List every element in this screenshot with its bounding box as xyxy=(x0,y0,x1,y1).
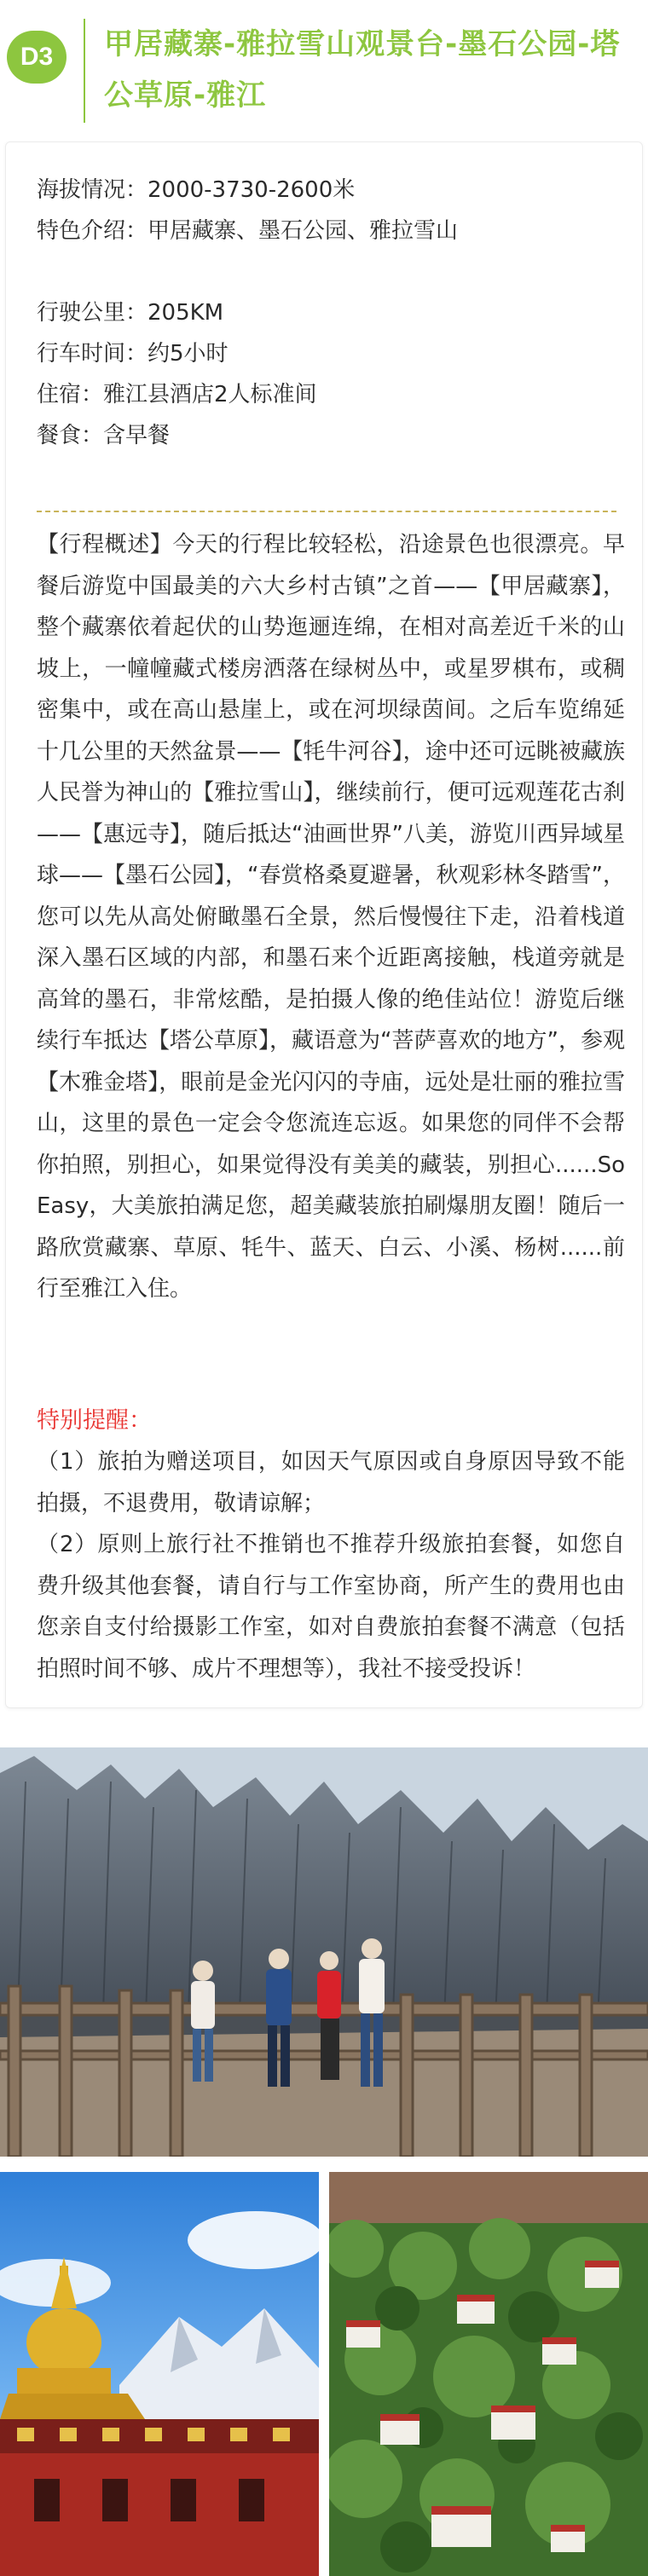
notice-title: 特别提醒： xyxy=(37,1407,152,1434)
photo-golden-pagoda xyxy=(0,2172,319,2576)
notice-block xyxy=(37,1441,625,1689)
dashed-divider xyxy=(37,511,616,512)
notice-item-2: （2）原则上旅行社不推销也不推荐升级旅拍套餐，如您自费升级其他套餐，请自行与工作室协商，所产生的费用也由您亲自支付给摄影工作室，如对自费旅拍套餐不满意（包括拍照时间不够、成片不理想等），我社不接受投诉！ xyxy=(37,1532,625,1682)
itinerary-description: 【行程概述】今天的行程比较轻松，沿途景色也很漂亮。早餐后游览中国最美的六大乡村古镇”之首——【甲居藏寨】，整个藏寨依着起伏的山势迤逦连绵，在相对高差近千米的山坡上，一幢幢藏式楼房洒落在绿树丛中，或星罗棋布，或稠密集中，或在高山悬崖上，或在河坝绿茵间。之后车览绵延十几公里的天然盆景——【牦牛河谷】，途中还可远眺被藏族人民誉为神山的【雅拉雪山】，继续前行，便可远观莲花古刹——【惠远寺】，随后抵达“油画世界”八美，游览川西异域星球——【墨石公园】，“春赏格桑夏避暑，秋观彩林冬踏雪”，您可以先从高处俯瞰墨石全景，然后慢慢往下走，沿着栈道深入墨石区域的内部，和墨石来个近距离接触，栈道旁就是高耸的墨石，非常炫酷，是拍摄人像的绝佳站位！游览后继续行车抵达【塔公草原】，藏语意为“菩萨喜欢的地方”，参观【木雅金塔】，眼前是金光闪闪的寺庙，远处是壮丽的雅拉雪山，这里的景色一定会令您流连忘返。如果您的同伴不会帮你拍照，别担心，如果觉得没有美美的藏装，别担心......So Easy，大美旅拍满足您，超美藏装旅拍刷爆朋友圈！随后一路欣赏藏寨、草原、牦牛、蓝天、白云、小溪、杨树......前行至雅江入住。 xyxy=(37,532,625,1302)
info-block xyxy=(37,170,616,456)
photo-stone-park xyxy=(0,1747,648,2157)
features-line: 特色介绍：甲居藏寨、墨石公园、雅拉雪山 xyxy=(37,218,459,244)
distance-line: 行驶公里：205KM xyxy=(37,300,224,326)
drive-time-line: 行车时间：约5小时 xyxy=(37,341,229,367)
lodging-line: 住宿：雅江县酒店2人标准间 xyxy=(37,382,317,407)
meals-line: 餐食：含早餐 xyxy=(37,423,171,448)
altitude-line: 海拔情况：2000-3730-2600米 xyxy=(37,177,356,203)
day-title: 甲居藏寨-雅拉雪山观景台-墨石公园-塔公草原-雅江 xyxy=(104,27,621,113)
header-divider xyxy=(84,19,85,123)
day-header xyxy=(0,0,648,128)
notice-item-1: （1）旅拍为赠送项目，如因天气原因或自身原因导致不能拍摄，不退费用，敬请谅解； xyxy=(37,1449,625,1516)
day-badge: D3 xyxy=(7,31,67,84)
itinerary-card xyxy=(5,142,643,1708)
photo-tibetan-village xyxy=(329,2172,648,2576)
